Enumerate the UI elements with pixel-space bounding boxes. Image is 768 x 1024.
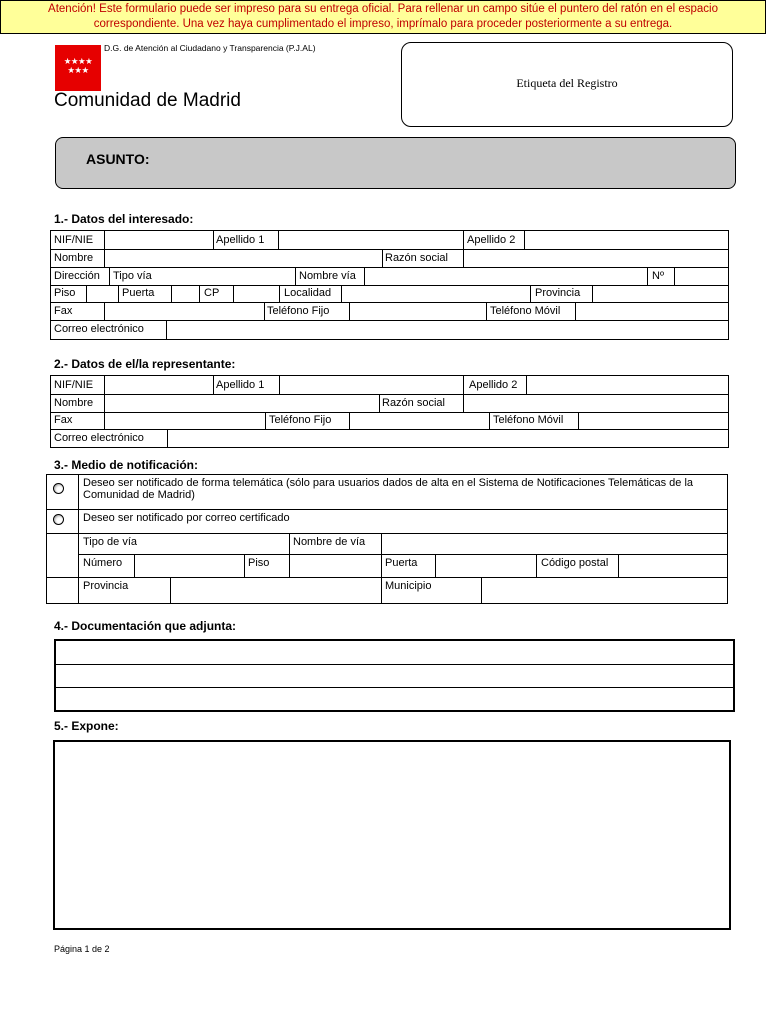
asunto-label: ASUNTO: [86, 151, 150, 167]
section-3-title: 3.- Medio de notificación: [54, 458, 199, 472]
tipo-via-input[interactable] [161, 267, 295, 285]
nombre-label: Nombre [54, 252, 94, 264]
notif-puerta-label: Puerta [385, 557, 418, 569]
notif-tipo-via-label: Tipo de vía [83, 536, 138, 548]
rep-nombre-input[interactable] [105, 394, 379, 412]
apellido2-input[interactable] [525, 231, 728, 249]
interesado-table [50, 230, 729, 340]
telefono-fijo-label: Teléfono Fijo [267, 305, 330, 317]
notif-municipio-input[interactable] [482, 577, 727, 603]
notificacion-table [46, 474, 728, 604]
notificacion-telematica-label: Deseo ser notificado de forma telemática (sólo para usuarios dados de alta en el Sistema de Notificaciones Telemáticas de la Comunidad de Madrid) [83, 477, 694, 501]
rep-telefono-movil-input[interactable] [579, 412, 728, 429]
rep-telefono-fijo-input[interactable] [350, 412, 489, 429]
puerta-label: Puerta [122, 287, 155, 299]
notif-numero-label: Número [83, 557, 123, 569]
rep-nif-input[interactable] [105, 376, 213, 394]
piso-label: Piso [54, 287, 76, 299]
razon-social-input[interactable] [464, 249, 728, 267]
madrid-flag-stars-icon: ★★★★ ★★★ [55, 45, 101, 91]
notif-municipio-label: Municipio [385, 580, 432, 592]
tipo-via-label: Tipo vía [113, 270, 152, 282]
apellido1-label: Apellido 1 [216, 234, 265, 246]
notificacion-correo-radio[interactable] [53, 514, 64, 525]
rep-apellido2-input[interactable] [527, 376, 728, 394]
notif-puerta-input[interactable] [436, 554, 536, 577]
provincia-label: Provincia [535, 287, 581, 299]
rep-apellido1-input[interactable] [280, 376, 463, 394]
documento-1-input[interactable] [56, 641, 733, 664]
department-name: D.G. de Atención al Ciudadano y Transparencia (P.J.AL) [104, 43, 316, 53]
fax-input[interactable] [105, 302, 264, 320]
cp-label: CP [204, 287, 220, 299]
nombre-via-label: Nombre vía [299, 270, 356, 282]
rep-correo-label: Correo electrónico [54, 432, 144, 444]
section-1-title: 1.- Datos del interesado: [54, 212, 194, 226]
rep-razon-social-input[interactable] [464, 394, 728, 412]
notif-nombre-via-label: Nombre de vía [293, 536, 366, 548]
rep-apellido2-label: Apellido 2 [469, 379, 518, 391]
localidad-input[interactable] [342, 285, 530, 302]
expone-textarea[interactable] [53, 740, 731, 930]
nif-input[interactable] [105, 231, 213, 249]
banner-line-2: correspondiente. Una vez haya cumplimentado el impreso, imprímalo para proceder posteriormente a su entrega. [93, 18, 673, 30]
numero-input[interactable] [675, 267, 728, 285]
section-2-title: 2.- Datos de el/la representante: [54, 357, 236, 371]
correo-label: Correo electrónico [54, 323, 144, 335]
puerta-input[interactable] [172, 285, 199, 302]
rep-fax-label: Fax [54, 414, 73, 426]
telefono-movil-input[interactable] [576, 302, 728, 320]
documento-3-input[interactable] [56, 688, 733, 710]
documento-2-input[interactable] [56, 665, 733, 687]
section-4-title: 4.- Documentación que adjunta: [54, 619, 237, 633]
notif-provincia-input[interactable] [171, 577, 381, 603]
notif-piso-input[interactable] [290, 554, 381, 577]
cp-input[interactable] [234, 285, 279, 302]
razon-social-label: Razón social [385, 252, 448, 264]
nif-label: NIF/NIE [54, 234, 94, 246]
correo-input[interactable] [167, 320, 728, 339]
section-5-title: 5.- Expone: [54, 719, 119, 733]
banner-line-1: Atención! Este formulario puede ser impreso para su entrega oficial. Para rellenar un campo sitúe el puntero del ratón en el espacio [48, 3, 718, 15]
notif-codigo-postal-label: Código postal [541, 557, 609, 569]
telefono-fijo-input[interactable] [350, 302, 486, 320]
representante-table [50, 375, 729, 448]
nombre-input[interactable] [105, 249, 382, 267]
direccion-label: Dirección [54, 270, 100, 282]
notif-numero-input[interactable] [135, 554, 244, 577]
rep-telefono-fijo-label: Teléfono Fijo [269, 414, 332, 426]
apellido2-label: Apellido 2 [467, 234, 516, 246]
notificacion-correo-label: Deseo ser notificado por correo certificado [83, 512, 290, 524]
apellido1-input[interactable] [279, 231, 463, 249]
notif-codigo-postal-input[interactable] [619, 554, 727, 577]
notif-provincia-label: Provincia [83, 580, 129, 592]
organization-name: Comunidad de Madrid [54, 90, 241, 111]
rep-apellido1-label: Apellido 1 [216, 379, 265, 391]
localidad-label: Localidad [284, 287, 332, 299]
provincia-input[interactable] [593, 285, 728, 302]
registry-label-text: Etiqueta del Registro [516, 76, 618, 90]
asunto-box[interactable] [55, 137, 736, 189]
warning-banner [0, 0, 766, 34]
notificacion-telematica-radio[interactable] [53, 483, 64, 494]
notif-piso-label: Piso [248, 557, 270, 569]
rep-correo-input[interactable] [168, 429, 728, 447]
fax-label: Fax [54, 305, 73, 317]
notif-tipo-via-input[interactable] [147, 533, 289, 554]
page-number: Página 1 de 2 [54, 944, 110, 954]
telefono-movil-label: Teléfono Móvil [490, 305, 561, 317]
rep-fax-input[interactable] [105, 412, 265, 429]
notif-nombre-via-input[interactable] [382, 533, 727, 554]
rep-razon-social-label: Razón social [382, 397, 445, 409]
piso-input[interactable] [87, 285, 118, 302]
documentacion-table [54, 639, 735, 712]
rep-nif-label: NIF/NIE [54, 379, 94, 391]
numero-label: Nº [652, 270, 664, 282]
rep-telefono-movil-label: Teléfono Móvil [493, 414, 564, 426]
registry-label-box [401, 42, 733, 127]
nombre-via-input[interactable] [365, 267, 647, 285]
rep-nombre-label: Nombre [54, 397, 94, 409]
